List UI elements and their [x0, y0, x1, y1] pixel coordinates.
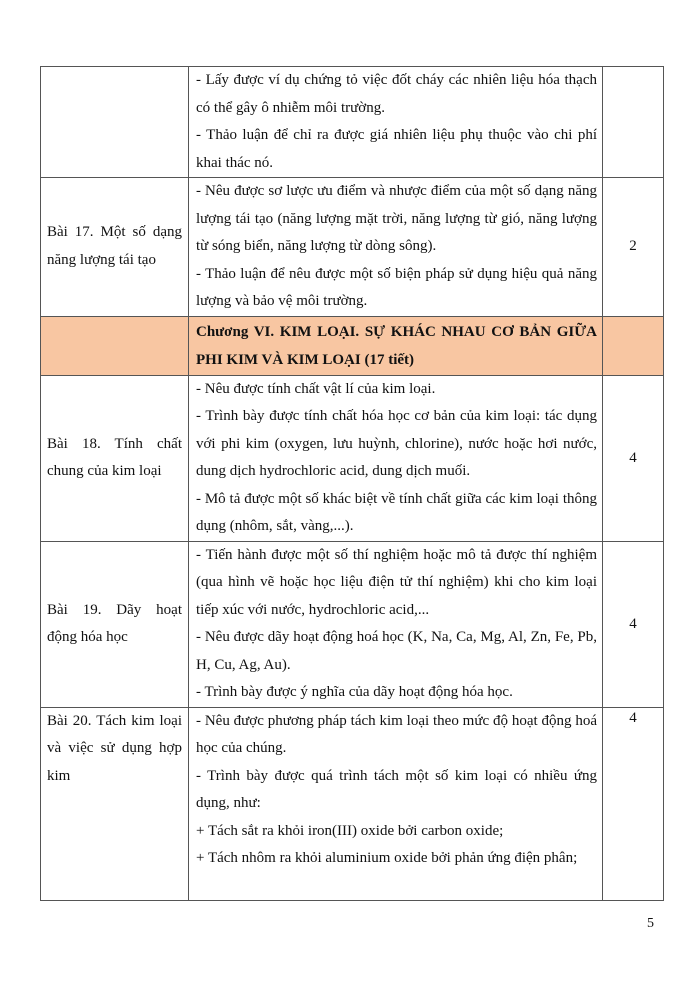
- content-cell: [189, 375, 603, 541]
- requirement-item: - Mô tả được một số khác biệt về tính chất giữa các kim loại thông dụng (nhôm, sắt, vàng,...).: [196, 490, 597, 534]
- periods-cell: 4: [603, 707, 664, 900]
- requirement-item: - Trình bày được ý nghĩa của dãy hoạt động hóa học.: [196, 684, 513, 700]
- requirement-item: + Tách nhôm ra khỏi aluminium oxide bởi phản ứng điện phân;: [196, 850, 578, 866]
- lesson-cell: [41, 707, 189, 900]
- requirement-item: - Tiến hành được một số thí nghiệm hoặc mô tả được thí nghiệm (qua hình vẽ hoặc học liệu điện tử thí nghiệm) khi cho kim loại tiếp xúc với nước, hydrochloric acid,...: [196, 546, 597, 618]
- periods-cell: [603, 67, 664, 178]
- lesson-title: Bài 17. Một số dạng năng lượng tái tạo: [47, 224, 182, 268]
- lesson-cell: [41, 67, 189, 178]
- curriculum-table: [40, 66, 664, 901]
- periods-cell: 4: [603, 541, 664, 707]
- chapter-title: Chương VI. KIM LOẠI. SỰ KHÁC NHAU CƠ BẢN GIỮA PHI KIM VÀ KIM LOẠI (17 tiết): [196, 323, 597, 368]
- page-number: 5: [647, 916, 654, 931]
- content-cell: [189, 178, 603, 317]
- table-row: [41, 707, 664, 900]
- requirement-item: - Thảo luận để nêu được một số biện pháp sử dụng hiệu quả năng lượng và bảo vệ môi trường.: [196, 265, 597, 309]
- chapter-row: [41, 316, 664, 375]
- requirement-item: - Lấy được ví dụ chứng tỏ việc đốt cháy các nhiên liệu hóa thạch có thể gây ô nhiễm môi trường.: [196, 72, 597, 116]
- requirement-item: - Nêu được phương pháp tách kim loại theo mức độ hoạt động hoá học của chúng.: [196, 712, 597, 756]
- chapter-empty-cell: [41, 316, 189, 375]
- lesson-title: Bài 18. Tính chất chung của kim loại: [47, 435, 182, 479]
- lesson-title: Bài 20. Tách kim loại và việc sử dụng hợp kim: [47, 712, 182, 784]
- lesson-cell: [41, 178, 189, 317]
- requirement-item: - Trình bày được quá trình tách một số kim loại có nhiều ứng dụng, như:: [196, 767, 597, 811]
- chapter-title-cell: [189, 316, 603, 375]
- periods-cell: 4: [603, 375, 664, 541]
- requirement-item: - Nêu được dãy hoạt động hoá học (K, Na, Ca, Mg, Al, Zn, Fe, Pb, H, Cu, Ag, Au).: [196, 629, 597, 673]
- content-cell: [189, 541, 603, 707]
- lesson-title: Bài 19. Dãy hoạt động hóa học: [47, 601, 182, 645]
- content-cell: [189, 67, 603, 178]
- chapter-empty-cell: [603, 316, 664, 375]
- requirement-item: + Tách sắt ra khỏi iron(III) oxide bởi carbon oxide;: [196, 822, 504, 839]
- periods-cell: 2: [603, 178, 664, 317]
- requirement-item: - Nêu được sơ lược ưu điểm và nhược điểm của một số dạng năng lượng tái tạo (năng lượng mặt trời, năng lượng từ gió, năng lượng từ sóng biển, năng lượng từ dòng sông).: [196, 183, 597, 254]
- table-row: [41, 178, 664, 317]
- table-row: [41, 375, 664, 541]
- requirement-item: - Thảo luận để chỉ ra được giá nhiên liệu phụ thuộc vào chi phí khai thác nó.: [196, 127, 597, 171]
- table-row: [41, 541, 664, 707]
- lesson-cell: [41, 541, 189, 707]
- table-row: [41, 67, 664, 178]
- content-cell: [189, 707, 603, 900]
- lesson-cell: [41, 375, 189, 541]
- requirement-item: - Nêu được tính chất vật lí của kim loại.: [196, 380, 436, 397]
- requirement-item: - Trình bày được tính chất hóa học cơ bản của kim loại: tác dụng với phi kim (oxygen, lưu huỳnh, chlorine), nước hoặc hơi nước, dung dịch hydrochloric acid, dung dịch muối.: [196, 408, 597, 479]
